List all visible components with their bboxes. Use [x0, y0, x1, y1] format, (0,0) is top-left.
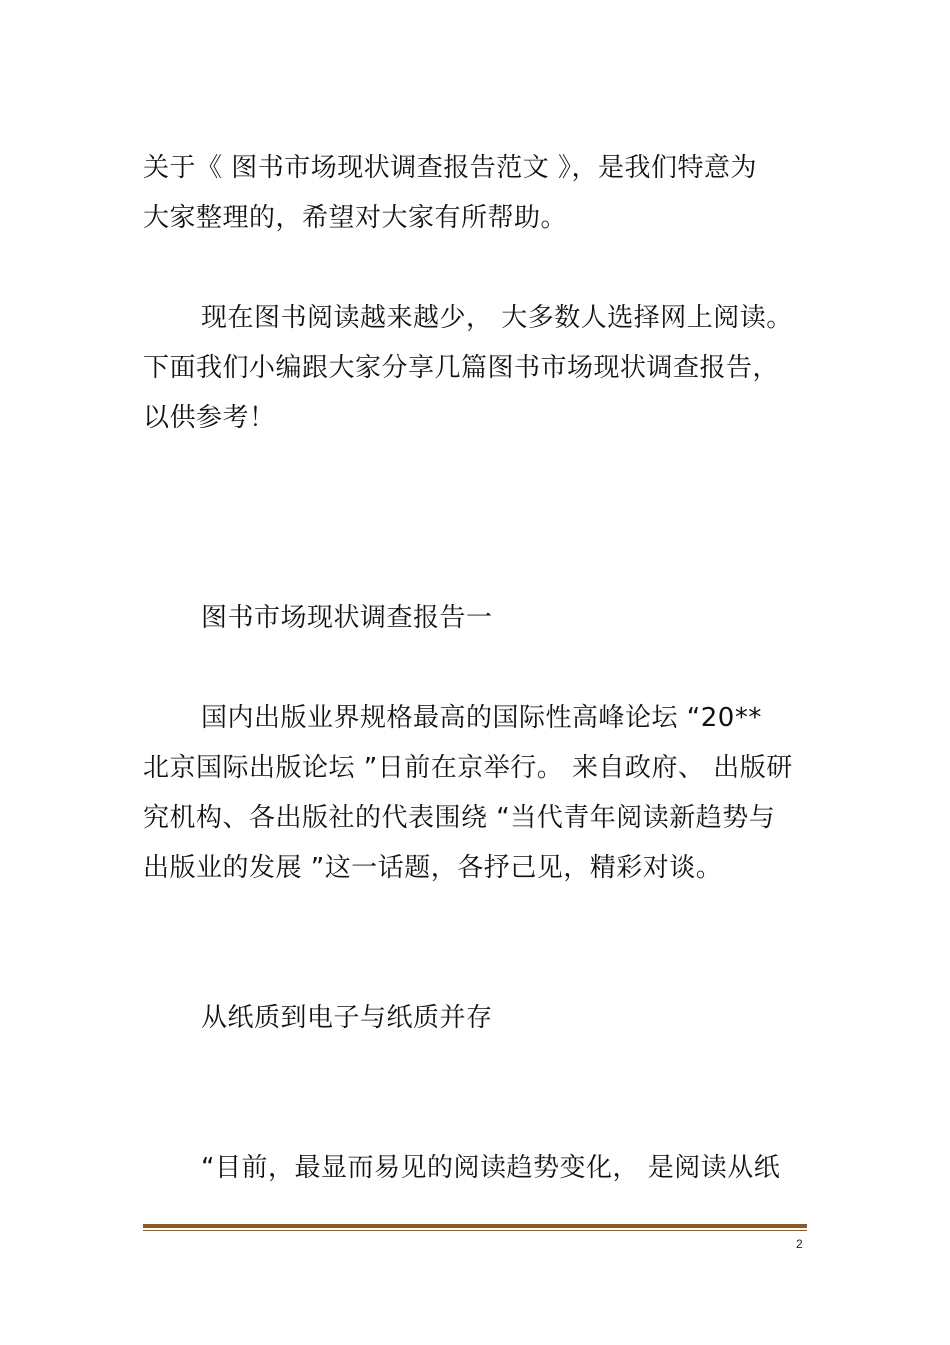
intro-line-1: 关于《 图书市场现状调查报告范文 》，是我们特意为: [143, 153, 758, 183]
section-heading: 从纸质到电子与纸质并存: [201, 1003, 493, 1033]
lead-line-2: 下面我们小编跟大家分享几篇图书市场现状调查报告，: [143, 353, 780, 383]
report-para-line-4: 出版业的发展 ”这一话题，各抒己见，精彩对谈。: [143, 853, 723, 883]
report-para-line-2: 北京国际出版论坛 ”日前在京举行。 来自政府、 出版研: [143, 753, 793, 783]
footer-rule: [143, 1224, 807, 1228]
section-para-line-1: “目前，最显而易见的阅读趋势变化， 是阅读从纸: [201, 1153, 781, 1183]
footer-rule-thin: [143, 1230, 807, 1231]
report-para-line-1: 国内出版业界规格最高的国际性高峰论坛 “20**: [201, 703, 762, 733]
report-para-line-3: 究机构、各出版社的代表围绕 “当代青年阅读新趋势与: [143, 803, 776, 833]
report-title: 图书市场现状调查报告一: [201, 603, 493, 633]
intro-line-2: 大家整理的，希望对大家有所帮助。: [143, 203, 568, 233]
page-number: 2: [796, 1237, 803, 1251]
lead-line-3: 以供参考！: [143, 403, 276, 433]
lead-line-1: 现在图书阅读越来越少， 大多数人选择网上阅读。: [201, 303, 793, 333]
